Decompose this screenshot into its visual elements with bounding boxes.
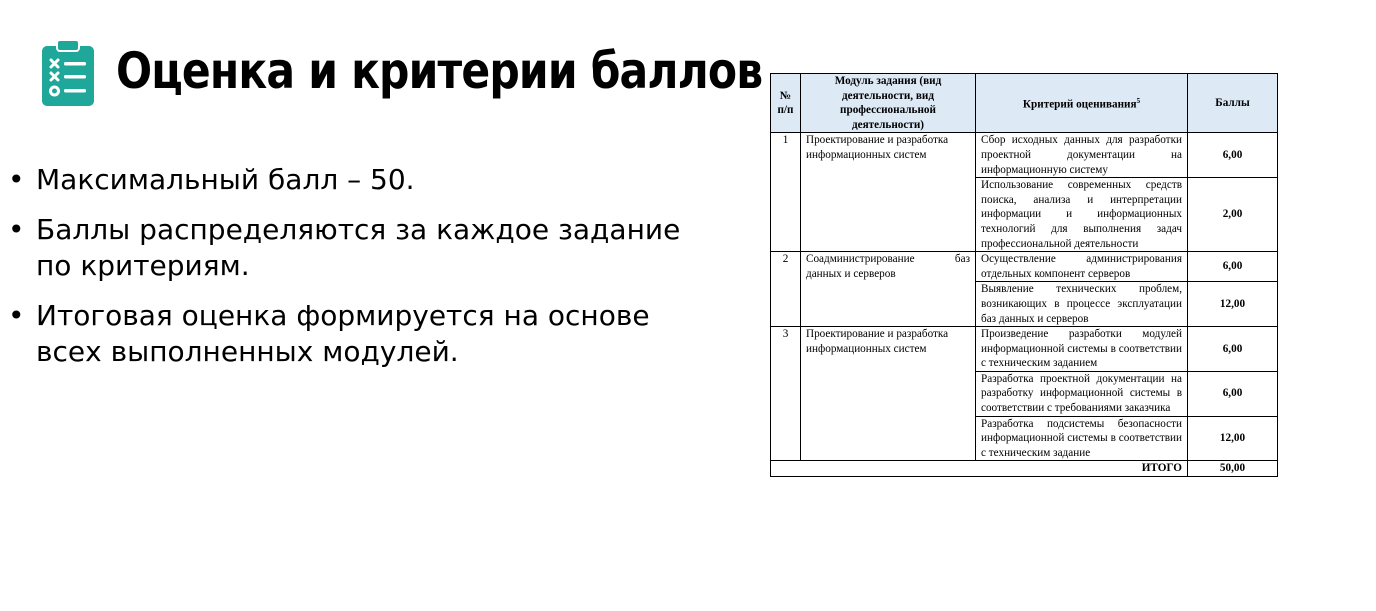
criterion-text: Произведение разработки модулей информационной системы в соответствии с техническим заданием <box>976 327 1188 372</box>
total-score: 50,00 <box>1188 461 1278 477</box>
table-header-row <box>771 74 1278 133</box>
criteria-table <box>770 73 1278 477</box>
criterion-text: Сбор исходных данных для разработки проектной документации на информационную систему <box>976 133 1188 178</box>
slide-title: Оценка и критерии баллов <box>116 42 763 100</box>
module-name: Проектирование и разработка информационных систем <box>801 327 976 461</box>
clipboard-clip <box>57 40 79 51</box>
bullet-list <box>8 162 698 384</box>
module-name: Соадминистрирование баз данных и серверов <box>801 252 976 327</box>
module-num: 1 <box>771 133 801 252</box>
line-3 <box>64 89 86 93</box>
line-1 <box>64 62 86 66</box>
criterion-text: Разработка проектной документации на разработку информационной системы в соответствии с требованиями заказчика <box>976 371 1188 416</box>
checklist-icon <box>42 40 94 106</box>
bullet-item: • Максимальный балл – 50. <box>8 162 698 198</box>
criterion-score: 6,00 <box>1188 371 1278 416</box>
header-module: Модуль задания (вид деятельности, вид профессиональной деятельности) <box>801 74 976 133</box>
criterion-score: 6,00 <box>1188 327 1278 372</box>
criterion-text: Осуществление администрирования отдельных компонент серверов <box>976 252 1188 282</box>
criterion-text: Разработка подсистемы безопасности информационной системы в соответствии с техническим задание <box>976 416 1188 461</box>
footnote-mark: 5 <box>1136 97 1141 106</box>
header-criterion: Критерий оценивания$^5$ <box>976 74 1188 133</box>
criterion-text: Выявление технических проблем, возникающих в процессе эксплуатации баз данных и серверов <box>976 282 1188 327</box>
total-row <box>771 461 1278 477</box>
bullet-item: • Баллы распределяются за каждое задание по критериям. <box>8 212 698 284</box>
table-row <box>771 252 1278 282</box>
header-score: Баллы <box>1188 74 1278 133</box>
module-num: 3 <box>771 327 801 461</box>
header-num: № п/п <box>771 74 801 133</box>
criterion-score: 2,00 <box>1188 178 1278 252</box>
criterion-score: 12,00 <box>1188 282 1278 327</box>
table-row <box>771 327 1278 372</box>
module-num: 2 <box>771 252 801 327</box>
criterion-score: 6,00 <box>1188 133 1278 178</box>
table-row <box>771 133 1278 178</box>
total-label: ИТОГО <box>771 461 1188 477</box>
module-name: Проектирование и разработка информационных систем <box>801 133 976 252</box>
criterion-score: 12,00 <box>1188 416 1278 461</box>
bullet-item: • Итоговая оценка формируется на основе всех выполненных модулей. <box>8 298 698 370</box>
line-2 <box>64 75 86 79</box>
criterion-text: Использование современных средств поиска, анализа и интерпретации информации и информационных технологий для выполнения задач профессиональной деятельности <box>976 178 1188 252</box>
criterion-score: 6,00 <box>1188 252 1278 282</box>
